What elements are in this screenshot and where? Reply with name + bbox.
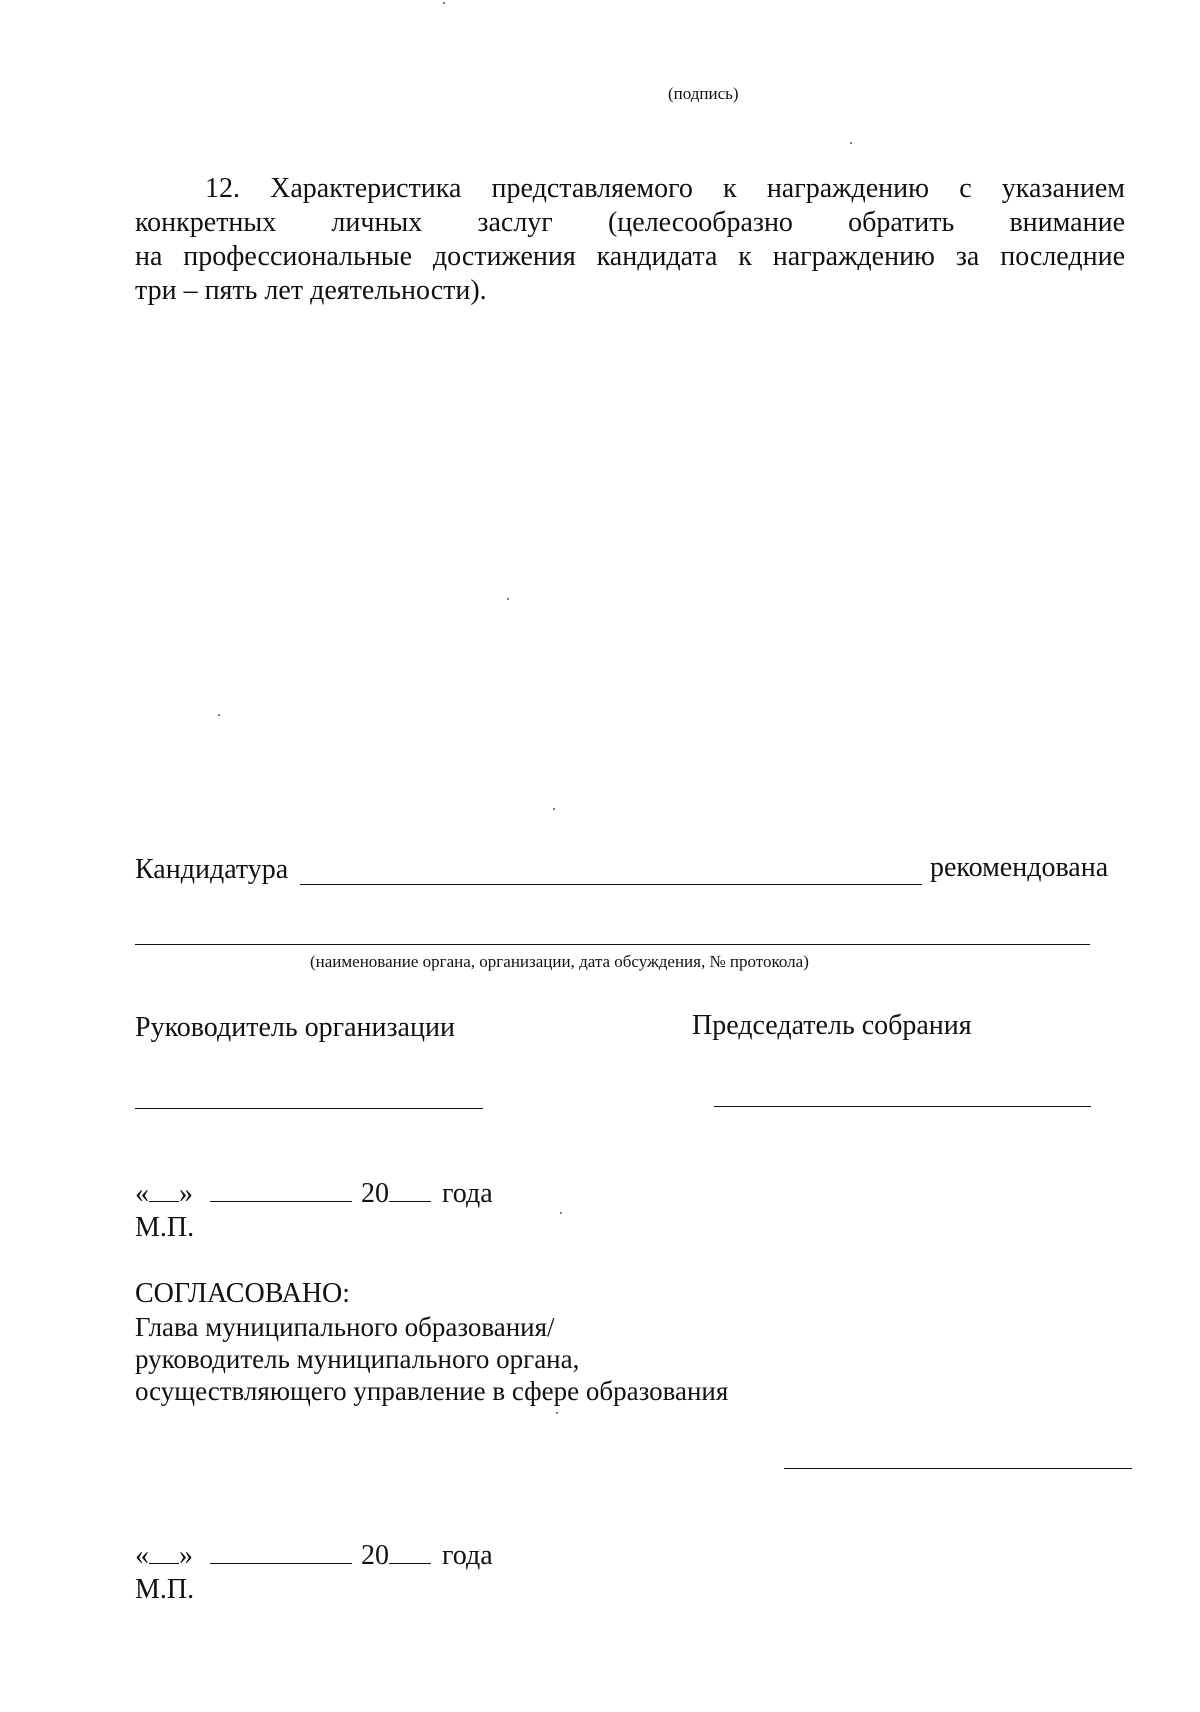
org-head-signature-line[interactable] <box>135 1108 483 1109</box>
section-12-line: на профессиональные достижения кандидата к награждению за последние <box>135 241 1125 272</box>
year-blank[interactable] <box>389 1179 431 1202</box>
stamp-label-1: М.П. <box>135 1212 195 1243</box>
candidacy-blank-line[interactable] <box>300 884 922 885</box>
scan-speck <box>553 808 555 810</box>
month-blank[interactable] <box>210 1541 352 1564</box>
year-blank[interactable] <box>389 1541 431 1564</box>
approval-heading: СОГЛАСОВАНО: <box>135 1278 351 1309</box>
signature-caption: (подпись) <box>668 84 739 103</box>
date-line-1 <box>135 1178 493 1210</box>
date-open-quote: « <box>135 1178 149 1209</box>
year-word: года <box>442 1178 493 1209</box>
approval-signature-line[interactable] <box>784 1468 1132 1469</box>
candidacy-label: Кандидатура <box>135 854 289 885</box>
scan-speck <box>556 1412 558 1414</box>
year-word: года <box>442 1540 493 1571</box>
day-blank[interactable] <box>149 1541 179 1564</box>
scan-speck <box>443 2 445 4</box>
approval-line: руководитель муниципального органа, <box>135 1344 580 1374</box>
day-blank[interactable] <box>149 1179 179 1202</box>
section-12-line: 12. Характеристика представляемого к награждению с указанием <box>205 173 1125 204</box>
organization-blank-line[interactable] <box>135 944 1090 945</box>
year-prefix: 20 <box>361 1178 389 1209</box>
year-prefix: 20 <box>361 1540 389 1571</box>
scan-speck <box>560 1212 562 1214</box>
section-12-line: три – пять лет деятельности). <box>135 275 487 306</box>
org-head-title: Руководитель организации <box>135 1012 455 1043</box>
section-12-line: конкретных личных заслуг (целесообразно обратить внимание <box>135 207 1125 238</box>
scan-speck <box>218 714 220 716</box>
date-close-quote: » <box>179 1540 193 1571</box>
date-line-2 <box>135 1540 493 1572</box>
organization-caption: (наименование органа, организации, дата обсуждения, № протокола) <box>310 952 809 971</box>
assembly-chair-title: Председатель собрания <box>692 1010 972 1041</box>
date-open-quote: « <box>135 1540 149 1571</box>
month-blank[interactable] <box>210 1179 352 1202</box>
approval-line: осуществляющего управление в сфере образования <box>135 1376 729 1406</box>
section-12-paragraph <box>135 172 1125 308</box>
scan-speck <box>507 598 509 600</box>
stamp-label-2: М.П. <box>135 1574 195 1605</box>
recommended-label: рекомендована <box>930 852 1109 883</box>
approval-line: Глава муниципального образования/ <box>135 1312 555 1342</box>
date-close-quote: » <box>179 1178 193 1209</box>
scan-speck <box>850 142 852 144</box>
assembly-chair-signature-line[interactable] <box>714 1106 1091 1107</box>
